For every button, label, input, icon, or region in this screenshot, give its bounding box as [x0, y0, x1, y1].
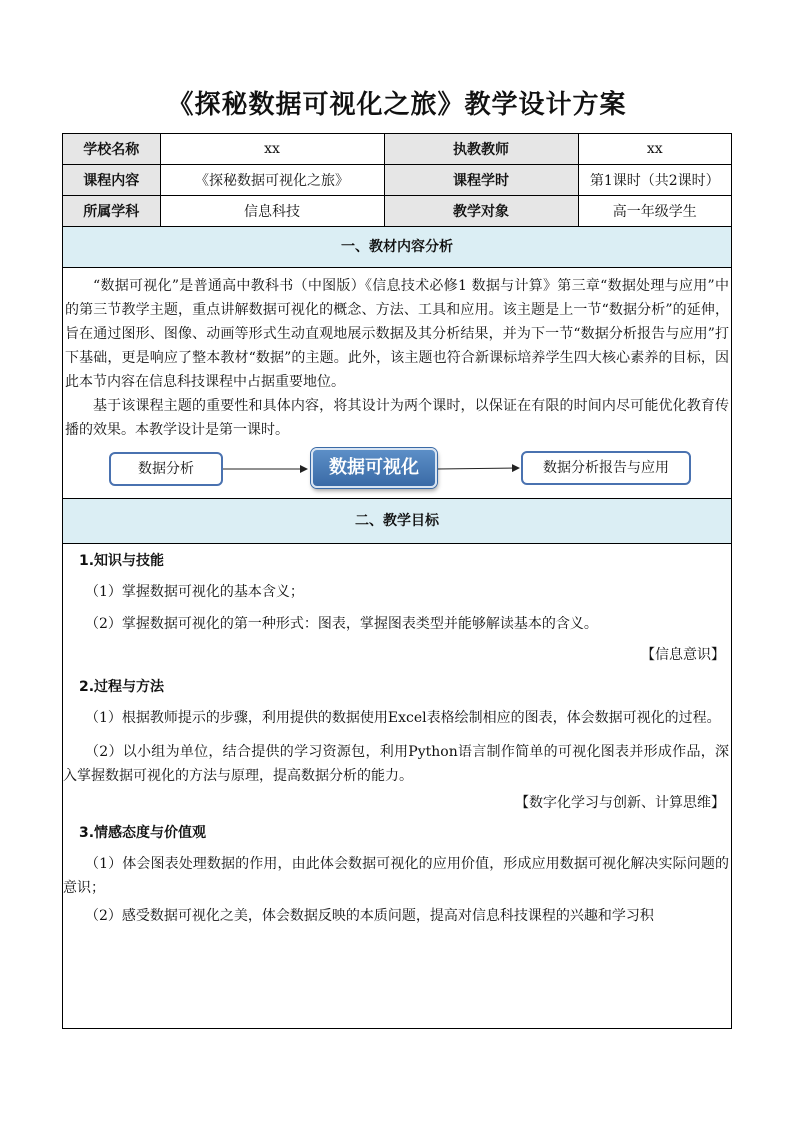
section-heading-teaching-goals: 二、教学目标	[63, 498, 731, 544]
document-title: 《探秘数据可视化之旅》教学设计方案	[167, 90, 627, 120]
content-analysis-body	[63, 268, 731, 498]
course-label: 课程内容	[63, 165, 160, 196]
info-row	[63, 134, 731, 165]
arrow-icon	[437, 468, 519, 469]
school-label: 学校名称	[63, 134, 160, 165]
section-heading-content-analysis: 一、教材内容分析	[63, 227, 731, 268]
goal-item: （1）根据教师提示的步骤，利用提供的数据使用Excel表格绘制相应的图表，体会数据可视化的过程。	[85, 710, 721, 726]
hours-value: 第1课时（共2课时）	[578, 165, 731, 196]
competency-tag: 【信息意识】	[641, 647, 725, 663]
subject-label: 所属学科	[63, 196, 160, 227]
flow-node-next: 数据分析报告与应用	[521, 451, 691, 485]
course-value: 《探秘数据可视化之旅》	[160, 165, 384, 196]
teacher-label: 执教教师	[384, 134, 578, 165]
flow-node-previous: 数据分析	[109, 452, 223, 486]
info-row	[63, 196, 731, 227]
goal-item: （2）以小组为单位，结合提供的学习资源包，利用Python语言制作简单的可视化图表并形成作品，深入掌握数据可视化的方法与原理，提高数据分析的能力。	[63, 744, 729, 784]
goal-item: （1）掌握数据可视化的基本含义；	[85, 584, 304, 600]
goal-item: （2）感受数据可视化之美，体会数据反映的本质问题，提高对信息科技课程的兴趣和学习积	[85, 908, 654, 924]
goal-item: （2）掌握数据可视化的第一种形式：图表，掌握图表类型并能够解读基本的含义。	[85, 616, 598, 632]
hours-label: 课程学时	[384, 165, 578, 196]
subject-value: 信息科技	[160, 196, 384, 227]
audience-value: 高一年级学生	[578, 196, 731, 227]
goal-title-process: 2.过程与方法	[79, 679, 165, 695]
info-row	[63, 165, 731, 196]
flow-node-current: 数据可视化	[311, 448, 437, 488]
lesson-plan-table	[62, 133, 732, 1029]
teacher-value: xx	[578, 134, 731, 165]
competency-tag: 【数字化学习与创新、计算思维】	[515, 795, 725, 811]
analysis-paragraph: “数据可视化”是普通高中教科书（中图版）《信息技术必修1 数据与计算》第三章“数据处理与应用”中的第三节教学主题，重点讲解数据可视化的概念、方法、工具和应用。该主题是上一节“数据分析”的延伸，旨在通过图形、图像、动画等形式生动直观地展示数据及其分析结果，并为下一节“数据分析报告与应用”打下基础，更是响应了整本教材“数据”的主题。此外，该主题也符合新课标培养学生四大核心素养的目标，因此本节内容在信息科技课程中占据重要地位。	[65, 278, 729, 390]
teaching-goals-body	[63, 544, 731, 928]
goal-item: （1）体会图表处理数据的作用，由此体会数据可视化的应用价值，形成应用数据可视化解决实际问题的意识；	[63, 856, 729, 896]
goal-title-knowledge: 1.知识与技能	[79, 553, 165, 569]
audience-label: 教学对象	[384, 196, 578, 227]
basic-info-table	[63, 134, 731, 227]
analysis-paragraph: 基于该课程主题的重要性和具体内容，将其设计为两个课时，以保证在有限的时间内尽可能优化教育传播的效果。本教学设计是第一课时。	[65, 398, 729, 438]
school-value: xx	[160, 134, 384, 165]
flow-diagram	[63, 442, 731, 498]
goal-title-attitude: 3.情感态度与价值观	[79, 825, 207, 841]
